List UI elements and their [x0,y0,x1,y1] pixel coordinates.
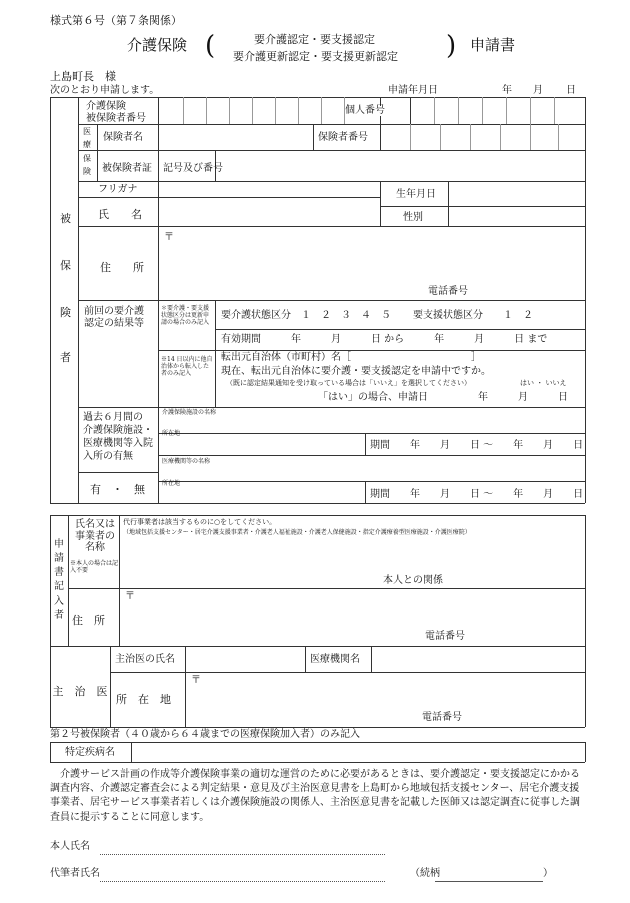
transfer-line1[interactable]: 転出元自治体（市町村）名［ ］ [221,352,481,363]
applicant-side-6: 者 [54,610,64,621]
care-level[interactable]: 要介護状態区分 １ ２ ３ ４ ５ [221,310,391,321]
insured-side-3: 険 [60,306,71,319]
insurer-name-label: 保険者名 [103,132,143,143]
relation-close: ） [543,868,553,879]
applicant-name-field[interactable] [120,540,584,587]
medical-label-2: 療 [83,140,91,149]
valid-period[interactable]: 有効期間 年 月 日 から 年 月 日 まで [221,334,548,345]
applicant-postal: 〒 [125,591,135,602]
proxy-name-label: 代筆者氏名 [50,868,100,879]
doctor-label: 主 治 医 [52,685,108,698]
birth-field[interactable] [449,182,584,205]
consent-text: 介護サービス計画の作成等介護保険事業の適切な運営のために必要があるときは、要介護認定・要支援認定にかかる調査内容、介護認定審査会による判定結果・意見及び主治医意見書を上島町から地域包括支援センター、居宅介護支援事業者、居宅サービス事業者若しくは介護保険施設の関係人、主治医意見書を記載した医師又は認定調査に従事した調査員に提示することに同意します。 [50,769,580,823]
facility-question: 過去６月間の 介護保険施設・ 医療機関等入院 入所の有無 [83,412,153,462]
bracket-left: ( [205,31,216,61]
hospital-location-label: 所在地 [162,480,181,487]
support-level[interactable]: 要支援状態区分 １ ２ [413,310,533,321]
card-number-field[interactable] [216,151,584,180]
individual-no-label: 個人番号 [345,105,385,116]
doctor-name-label: 主治医の氏名 [115,654,175,665]
applicant-note2[interactable]: （地域包括支援センター・居宅介護支援事業者・介護老人福祉施設・介護老人保健施設・指定介護療養型医療施設・介護医療院） [123,529,471,536]
form-title-line2: 要介護更新認定・要支援更新認定 [233,50,398,63]
disease-label: 特定疾病名 [65,747,115,758]
exists-choice[interactable]: 有 ・ 無 [90,483,145,496]
doctor-phone-label: 電話番号 [422,712,462,723]
insured-side-2: 保 [60,259,71,272]
phone-label: 電話番号 [428,286,468,297]
form-title-line1: 要介護認定・要支援認定 [254,33,375,46]
self-name-label: 本人氏名 [50,841,90,852]
bracket-right: ) [446,31,457,61]
name-field[interactable] [159,198,379,225]
addressee: 上島町長 様 [50,70,116,83]
medical-label-1: 医 [83,127,91,136]
disease-field[interactable] [132,743,584,761]
sex-field[interactable] [449,207,584,225]
birth-label: 生年月日 [396,189,436,200]
intro-text: 次のとおり申請します。 [50,85,160,96]
applicant-address-label: 住 所 [72,614,105,627]
medical-label-3: 保 [83,154,91,163]
card-label: 被保険者証 [102,163,152,174]
applicant-name-label: 氏名又は 事業者の 名称 [75,519,115,553]
applicant-side-1: 申 [54,539,64,550]
applicant-note1: 代行事業者は該当するものに○をしてください。 [123,518,277,526]
applicant-side-4: 記 [54,581,64,592]
card-symbol-label: 記号及び番号 [163,163,223,174]
prev-note: ＊要介護・要支援状態区分は更新申請の場合のみ記入 [161,305,210,326]
hospital-name-label: 医療機関等の名称 [162,458,211,465]
insured-number-label: 介護保険 被保険者番号 [86,101,146,124]
applicant-side-3: 書 [54,567,64,578]
facility-name-label: 介護保険施設の名称 [162,409,217,416]
date-month: 月 [533,85,543,96]
self-name-line[interactable] [100,854,385,855]
form-number: 様式第６号（第７条関係） [50,14,182,27]
if-yes-date[interactable]: 「はい」の場合、申請日 年 月 日 [318,392,568,403]
form-title-right: 申請書 [470,36,516,54]
date-day: 日 [566,85,576,96]
doctor-name-field[interactable] [186,647,304,671]
form-title-left: 介護保険 [127,36,188,54]
doctor-postal: 〒 [191,675,201,686]
postal-mark: 〒 [164,232,174,243]
doctor-location-label: 所 在 地 [116,693,171,706]
second-insured-note: 第２号被保険者（４０歳から６４歳までの医療保険加入者）のみ記入 [50,729,360,740]
applicant-name-note: ※本人の場合は記入不要 [70,560,119,574]
facility-period[interactable]: 期間 年 月 日 ～ 年 月 日 [370,440,584,451]
doctor-institution-label: 医療機関名 [310,654,360,665]
doctor-institution-field[interactable] [372,647,584,671]
facility-location-label: 所在地 [162,430,181,437]
name-label: 氏 名 [98,208,142,221]
individual-no-field[interactable] [411,98,584,123]
transfer-line3: （既に認定結果通知を受け取っている場合は「いいえ」を選択してください） [226,379,471,387]
doctor-address-field[interactable] [186,673,584,726]
date-label: 申請年月日 [388,85,438,96]
insurer-name-field[interactable] [159,125,312,149]
insurer-number-label: 保険者番号 [318,132,368,143]
furigana-field[interactable] [159,182,379,196]
furigana-label: フリガナ [98,184,138,195]
applicant-relation-label: 本人との関係 [383,575,443,586]
date-year: 年 [502,85,512,96]
transfer-line2: 現在、転出元自治体に要介護・要支援認定を申請中ですか。 [221,366,491,377]
applicant-phone-label: 電話番号 [425,631,465,642]
applicant-side-2: 請 [54,553,64,564]
relation-open: （続柄 [410,868,440,879]
address-label: 住 所 [100,261,144,274]
address-field[interactable] [159,227,584,299]
prev-result-label: 前回の要介護 認定の結果等 [84,306,144,329]
insured-side-1: 被 [60,212,71,225]
yes-no-choice[interactable]: はい ・ いいえ [520,379,567,387]
applicant-side-5: 入 [54,596,64,607]
sex-label: 性別 [403,212,423,223]
insured-side-4: 者 [60,351,71,364]
hospital-period[interactable]: 期間 年 月 日 ～ 年 月 日 [370,489,584,500]
medical-label-4: 険 [83,167,91,176]
applicant-address-field[interactable] [120,589,584,645]
relation-line[interactable] [435,881,543,882]
transfer-note: ※14 日以内に他自治体から転入した者のみ記入 [161,356,213,377]
proxy-name-line[interactable] [100,881,385,882]
